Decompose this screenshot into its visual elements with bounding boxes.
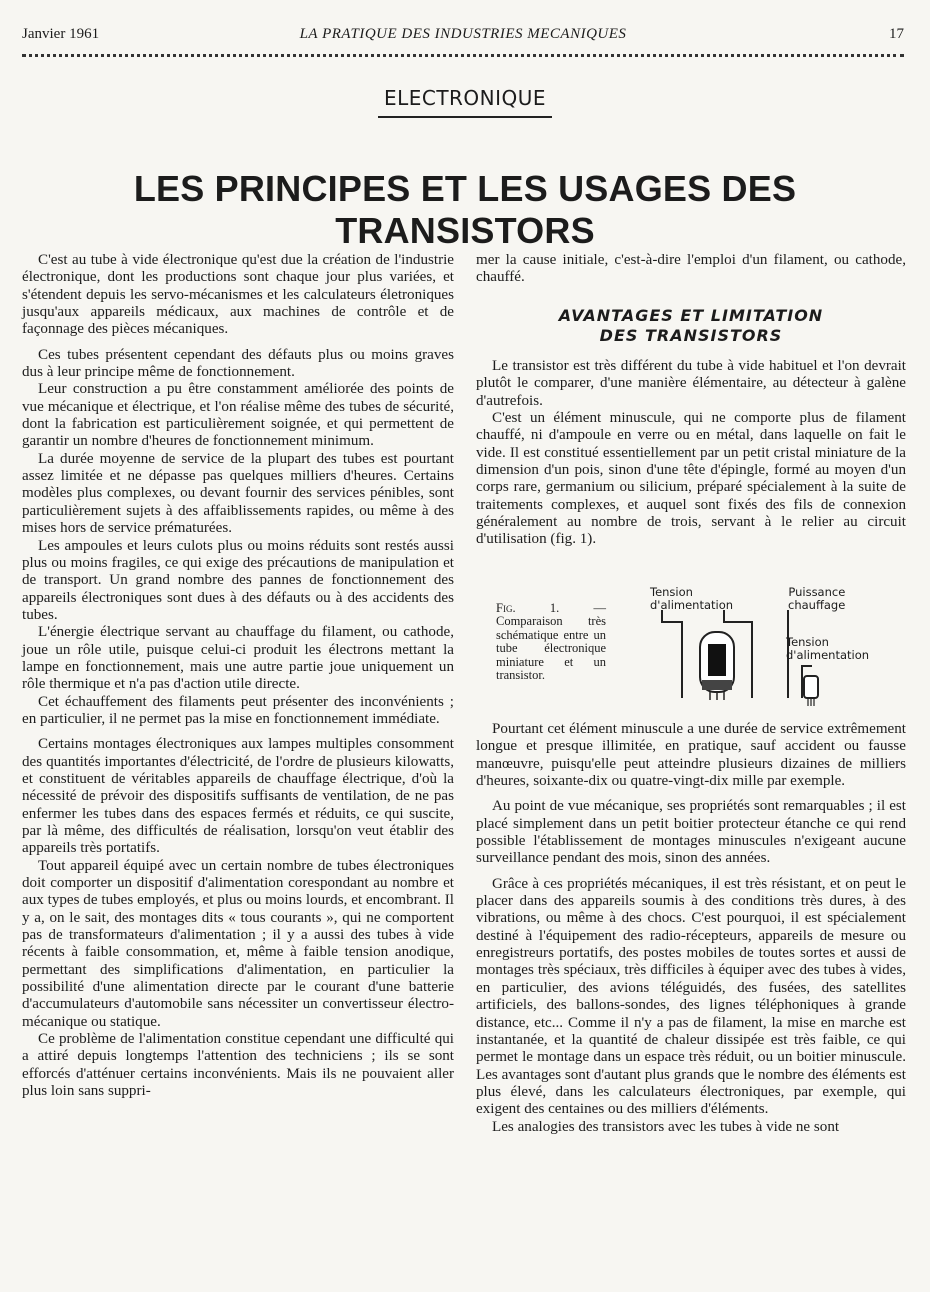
paragraph: Les analogies des transistors avec les tubes à vide ne sont: [492, 1118, 840, 1135]
subheading-line-2: DES TRANSISTORS: [599, 326, 783, 345]
figure-caption: [496, 602, 606, 682]
right-column-middle: [476, 358, 906, 549]
paragraph: Ce problème de l'alimentation constitue cependant une difficulté qui a attiré depuis longtemps l'attention des techniciens ; ils se sont efforcés d'atténuer certains inconvénients. Mais ils ne pouvaient aller plus loin sans suppri-: [22, 1031, 454, 1100]
subheading: [476, 306, 906, 346]
paragraph: Certains montages électroniques aux lampes multiples consomment des quantités importantes d'électricité, de l'ordre de plusieurs kilowatts, et constituent de véritables appareils de chauffage électrique, d'où la nécessité de prévoir des dispositifs suffisants de ventilation, de ne pas enfermer les tubes dans des espaces fermés et réduits, ce qui suscite, par là même, des difficultés de réalisation, lorsqu'on veut établir des appareils très portatifs.: [22, 736, 454, 857]
section-label: ELECTRONIQUE: [378, 86, 552, 118]
left-column: [22, 252, 454, 1101]
tube-lead-left: [662, 610, 682, 698]
journal-title: LA PRATIQUE DES INDUSTRIES MECANIQUES: [299, 26, 627, 42]
subheading-line-1: AVANTAGES ET LIMITATION: [558, 306, 824, 325]
paragraph: Au point de vue mécanique, ses propriétés sont remarquables ; il est placé simplement dans un petit boitier protecteur étanche ce qui rend possible l'établissement de montages minuscules n'exigeant aucune surveillance pendant des mois, sinon des années.: [476, 798, 906, 867]
paragraph: C'est un élément minuscule, qui ne comporte plus de filament chauffé, ni d'ampoule en verre ou en métal, dans laquelle on fait le vide. Il est constitué essentiellement par un petit cristal miniature de la dimension d'un pois, sinon d'une tête d'épingle, formé au moyen d'un corps rare, germanium ou silicium, préparé spécialement à la suite de traitements complexes, et auquel sont fixés des fils de connexion généralement au nombre de trois, servant à le relier au circuit d'utilisation (fig. 1).: [476, 410, 906, 548]
figure-label-puissance: Puissance chauffage: [788, 585, 846, 612]
paragraph: Grâce à ces propriétés mécaniques, il est très résistant, et on peut le placer dans des appareils soumis à des conditions très dures, à des vibrations, ou même à des chocs. C'est pourquoi, il est spécialement destiné à l'équipement des radio-récepteurs, appareils de mesure ou enregistreurs portatifs, des postes mobiles de toutes sortes et aussi de montages très spéciaux, très difficiles à équiper avec des tubes à vides, en particulier, des avions téléguidés, des fusées, des satellites artificiels, des ballons-sondes, des lignes téléphoniques à grande distance, etc... Comme il n'y a pas de filament, la mise en marche est instantanée, et la quantité de chaleur dissipée est très faible, ce qui permet le montage dans un espace très réduit, ou un boitier minuscule. Les avantages sont d'autant plus grands que le nombre des éléments est plus élevé, dans les calculateurs électroniques, par exemple, qui exigent des centaines ou des milliers d'éléments.: [476, 875, 906, 1118]
figure-caption-text: — Comparaison très schématique entre un tube électronique miniature et un transistor.: [496, 601, 607, 683]
tube-base: [702, 680, 732, 690]
paragraph: Cet échauffement des filaments peut présenter des inconvénients ; en particulier, il ne permet pas la mise en fonctionnement immédiate.: [22, 693, 454, 727]
paragraph: C'est au tube à vide électronique qu'est due la création de l'industrie électronique, dont les productions sont chaque jour plus variées, et s'étendent depuis les servo-mécanismes et les calculateurs életroniques jusqu'aux appareils médicaux, aux machines de contrôle et de façonnage des pièces mécaniques.: [22, 252, 454, 338]
right-column-top: [476, 252, 906, 287]
paragraph: Pourtant cet élément minuscule a une durée de service extrêmement longue et presque illimitée, en pratique, sauf accident ou fausse manœuvre, puisqu'elle peut atteindre plusieurs dizaines de milliers d'heures, soixante-dix ou quatre-vingt-dix mille par exemple.: [476, 721, 906, 790]
transistor-icon: [804, 676, 818, 698]
paragraph: La durée moyenne de service de la plupart des tubes est pourtant assez limitée et ne dépasse pas quelques milliers d'heures. Certains modèles plus complexes, ou devant fournir des services pénibles, sont particulièrement sujets à des affaiblissements rapides, ou même à des mises hors de service prématurées.: [22, 450, 454, 537]
paragraph: Leur construction a pu être constamment améliorée des points de vue mécanique et électrique, et l'on réalise même des tubes de sécurité, dont la fabrication est particulièrement soignée, et qui permettent de garantir un nombre d'heures de fonctionnement minimum.: [22, 381, 454, 450]
paragraph: Le transistor est très différent du tube à vide habituel et l'on devrait plutôt le comparer, d'une manière élémentaire, au détecteur à galène d'autrefois.: [476, 358, 906, 409]
article-title: LES PRINCIPES ET LES USAGES DES TRANSISTORS: [133, 168, 797, 251]
paragraph: Ces tubes présentent cependant des défauts plus ou moins graves dus à leur principe même de fonctionnement.: [22, 346, 454, 381]
running-header: [22, 26, 904, 44]
paragraph: Tout appareil équipé avec un certain nombre de tubes électroniques doit comporter un dispositif d'alimentation corespondant au nombre et aux types de tubes employés, et plus ou moins lourds, et encombrant. Il y a, on le sait, des montages dits « tous courants », qui ne comportent pas de transformateurs d'alimentation ; il y a aussi des tubes à vide récents à faible consommation, et, même à faible tension anodique, permettant des simplifications d'alimentation, en particulier la possibilité d'une alimentation directe par le courant d'une batterie d'accumulateurs d'automobile sans nécessiter un convertisseur électro-mécanique ou statique.: [22, 857, 454, 1030]
right-column-bottom: [476, 721, 906, 1136]
figure-caption-label: Fig. 1.: [496, 601, 560, 615]
page-number: 17: [889, 26, 904, 42]
figure-label-tension-2: Tension d'alimentation: [786, 635, 870, 662]
issue-date: Janvier 1961: [22, 26, 100, 42]
tube-electrode: [708, 644, 726, 676]
paragraph: mer la cause initiale, c'est-à-dire l'emploi d'un filament, ou cathode, chauffé.: [476, 252, 906, 286]
dotted-rule: [22, 54, 904, 57]
figure-label-tension-1: Tension d'alimentation: [650, 585, 734, 612]
paragraph: L'énergie électrique servant au chauffage du filament, ou cathode, joue un rôle utile, puisque celui-ci produit les électrons mettant la lampe en fonctionnement, mais une autre partie joue uniquement un rôle thermique et n'a pas d'action utile directe.: [22, 624, 454, 693]
paragraph: Les ampoules et leurs culots plus ou moins réduits sont restés aussi plus ou moins fragiles, ce qui exige des précautions de manipulation et de transport. Un grand nombre des pannes de fonctionnement des appareils électroniques sont dues à des défauts ou à des accidents des tubes.: [22, 537, 454, 623]
section-heading: [0, 86, 930, 118]
